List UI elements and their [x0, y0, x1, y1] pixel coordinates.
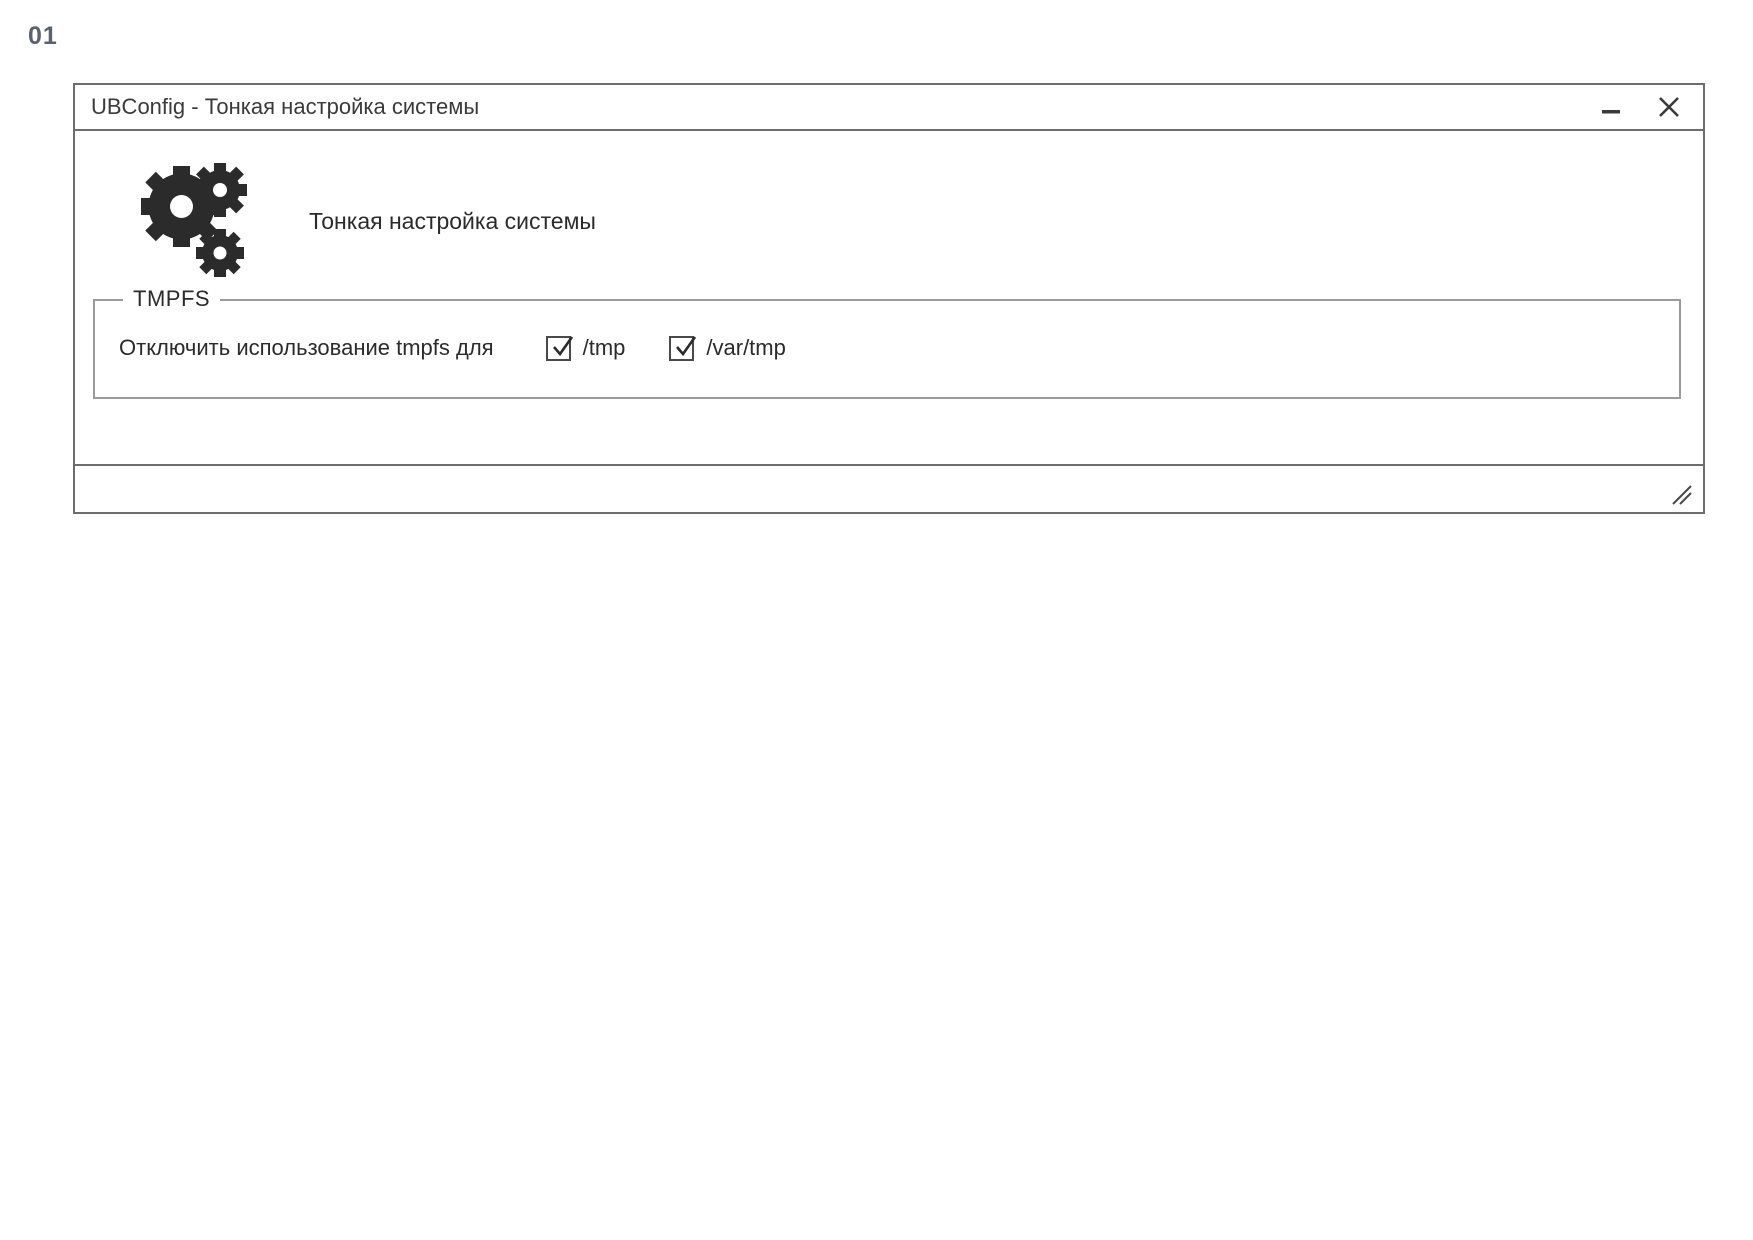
window-body [75, 131, 1703, 512]
checkbox-tmp[interactable] [546, 335, 626, 361]
window-statusbar [75, 464, 1703, 512]
tmpfs-group-row [95, 301, 1679, 361]
minimize-icon[interactable] [1597, 93, 1625, 121]
window-controls [1597, 93, 1689, 121]
tmpfs-group-legend: TMPFS [123, 286, 220, 312]
window-titlebar [75, 85, 1703, 131]
window-title: UBConfig - Тонкая настройка системы [91, 94, 480, 119]
page-title: Тонкая настройка системы [309, 207, 596, 234]
checkbox-tmp-label: /tmp [582, 335, 626, 360]
resize-grip-icon[interactable] [1671, 484, 1693, 506]
check-icon [550, 335, 575, 360]
close-icon[interactable] [1655, 93, 1683, 121]
gears-icon [121, 161, 251, 281]
checkbox-var-tmp-box[interactable] [669, 336, 694, 361]
tmpfs-description-label: Отключить использование tmpfs для [119, 335, 494, 360]
ubconfig-window [73, 83, 1705, 514]
tmpfs-group [93, 286, 1681, 399]
checkbox-var-tmp-label: /var/tmp [706, 335, 786, 360]
checkbox-tmp-box[interactable] [546, 336, 571, 361]
checkbox-var-tmp[interactable] [669, 335, 785, 361]
check-icon [673, 335, 698, 360]
header-area [75, 131, 1703, 281]
page-index-label: 01 [28, 22, 58, 50]
